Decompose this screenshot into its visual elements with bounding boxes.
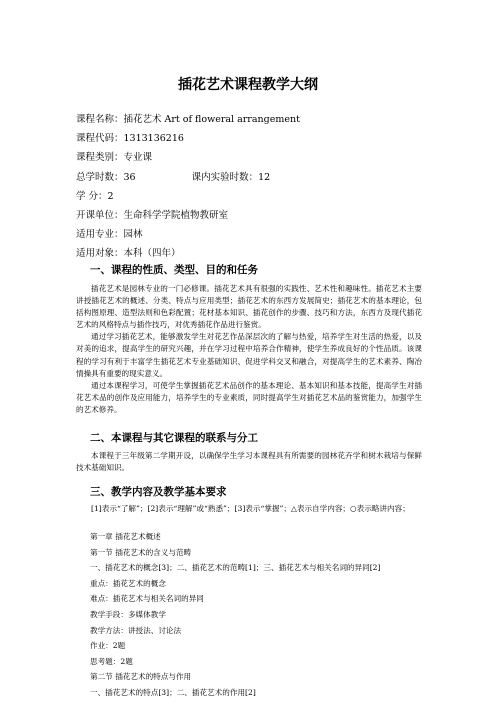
applicable-major: 适用专业：园林 bbox=[76, 229, 143, 241]
paragraph: 通过本课程学习，可使学生掌握插花艺术品创作的基本理论、基本知识和基本技能，提高学生对插花艺术品的创作及应用能力，培养学生的专业素质，同时提高学生对插花艺术品的鉴赏能力，加强学生的艺术修养。 bbox=[76, 380, 422, 414]
section-3-list bbox=[90, 529, 380, 701]
list-item: 难点：插花艺术与相关名词的异同 bbox=[90, 594, 204, 604]
paragraph: 插花艺术是园林专业的一门必修课。插花艺术具有很强的实践性、艺术性和趣味性。插花艺术主要讲授插花艺术的概述、分类、特点与应用类型；插花艺术的东西方发展简史；插花艺术的基本理论，包括构图原理、造型法则和色彩配置；花材基本知识、插花创作的步骤、技巧和方法，东西方及现代插花艺术的风格特点与插作技巧，对优秀插花作品进行鉴赏。 bbox=[76, 284, 422, 330]
legend-note: [1]表示“了解”；[2]表示“理解”或“熟悉”；[3]表示“掌握”；△表示自学内容；○表示略讲内容； bbox=[91, 504, 410, 513]
list-item: 第一章 插花艺术概述 bbox=[90, 532, 161, 541]
paragraph: 本课程于三年级第二学期开设，以确保学生学习本课程具有所需要的园林花卉学和树木栽培与保鲜技术基础知识。 bbox=[76, 451, 422, 473]
section-heading-1: 一、课程的性质、类型、目的和任务 bbox=[90, 264, 258, 276]
section-2-body bbox=[76, 450, 422, 474]
list-item: 第二节 插花艺术的特点与作用 bbox=[90, 672, 192, 682]
teaching-unit: 开课单位：生命科学学院植物教研室 bbox=[76, 209, 229, 221]
list-item: 第一节 插花艺术的含义与范畴 bbox=[90, 547, 192, 557]
list-item: 思考题：2题 bbox=[90, 656, 133, 666]
list-item: 一、插花艺术的特点[3]；二、插花艺术的作用[2] bbox=[90, 687, 256, 697]
hours-row bbox=[76, 168, 300, 187]
section-heading-3: 三、教学内容及教学基本要求 bbox=[90, 486, 227, 498]
paragraph: 通过学习插花艺术，能够激发学生对花艺作品深层次的了解与热爱，培养学生对生活的热爱，以及对美的追求，提高学生的研究兴趣，并在学习过程中培养合作精神，使学生养成良好的个性品质。该课程的学习有利于丰富学生插花艺术专业基础知识、促进学科交叉和融合，对提高学生的艺术素养、陶冶情操具有重要的现实意义。 bbox=[76, 332, 422, 378]
list-item: 重点：插花艺术的概念 bbox=[90, 578, 166, 588]
list-item: 教学方法：讲授法、讨论法 bbox=[90, 625, 182, 635]
document-title: 插花艺术课程教学大纲 bbox=[178, 77, 318, 93]
applicable-target: 适用对象：本科（四年） bbox=[76, 248, 181, 260]
list-item: 作业：2题 bbox=[90, 641, 126, 651]
section-heading-2: 二、本课程与其它课程的联系与分工 bbox=[90, 432, 258, 444]
list-item: 一、插花艺术的概念[3]；二、插花艺术的范畴[1]；三、插花艺术与相关名词的异同[2] bbox=[90, 563, 381, 573]
course-code: 课程代码：1313136216 bbox=[76, 133, 184, 145]
section-1-body bbox=[76, 283, 422, 416]
lab-hours: 课内实验时数：12 bbox=[191, 171, 271, 183]
course-type: 课程类别：专业课 bbox=[76, 152, 153, 164]
total-hours: 总学时数：36 bbox=[76, 171, 136, 183]
course-info bbox=[76, 110, 300, 264]
list-item: 教学手段：多媒体教学 bbox=[90, 609, 166, 619]
section-3-intro bbox=[91, 503, 422, 515]
course-name: 课程名称：插花艺术 Art of floweral arrangement bbox=[76, 114, 300, 125]
credits: 学 分：2 bbox=[76, 190, 114, 202]
